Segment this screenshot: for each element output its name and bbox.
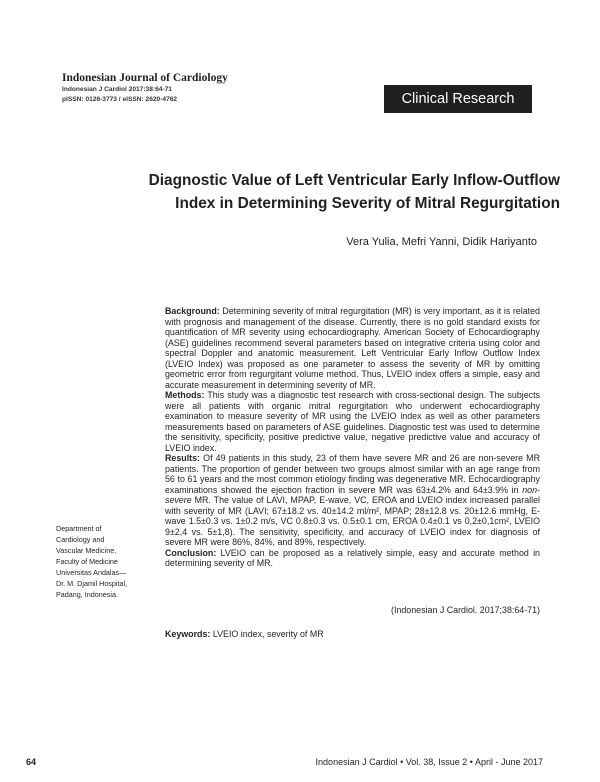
author-list: Vera Yulia, Mefri Yanni, Didik Hariyanto — [346, 236, 537, 248]
results-text: Of 49 patients in this study, 23 of them have severe MR and 26 are non-severe MR patients. The proportion of gender between two groups almost similar with an age range from 56 to 61 years and the most common etiology finding was degenerative MR. Echocardiography examinations showed the ejection fraction in severe MR was 63±4.2% and 64±3.9% in — [165, 453, 540, 495]
abstract — [165, 306, 540, 569]
methods-text: This study was a diagnostic test research with cross-sectional design. The subjects were all patients with organic mitral regurgitation who underwent echocardiography examination to measure severity of MR using the LVEIO index as well as other parameters measurements based on parameters of ASE guidelines. Diagnostic test was used to determine the sensitivity, specificity, positive predictive value, negative predictive value and accuracy of LVEIO index. — [165, 390, 540, 453]
journal-name: Indonesian Journal of Cardiology — [62, 72, 228, 84]
article-title — [40, 169, 560, 215]
keywords-label: Keywords: — [165, 629, 211, 639]
footer-journal-info: Indonesian J Cardiol • Vol. 38, Issue 2 • April - June 2017 — [315, 757, 543, 767]
affiliation-line: Department of — [56, 524, 102, 533]
affiliation-line: Dr. M. Djamil Hospital, — [56, 579, 128, 588]
affiliation-line: Faculty of Medicine — [56, 557, 118, 566]
citation: (Indonesian J Cardiol. 2017;38:64-71) — [391, 605, 540, 615]
keywords — [165, 629, 540, 640]
affiliation-line: Padang, Indonesia. — [56, 590, 118, 599]
conclusion-text: LVEIO can be proposed as a relatively simple, easy and accurate method in determining severity of MR. — [165, 547, 540, 568]
article-title-line-2: Index in Determining Severity of Mitral Regurgitation — [175, 195, 560, 212]
journal-citation: Indonesian J Cardiol 2017:38:64-71 — [62, 86, 172, 93]
affiliation-line: Vascular Medicine, — [56, 546, 117, 555]
article-title-line-1: Diagnostic Value of Left Ventricular Early Inflow-Outflow — [148, 172, 560, 189]
affiliation-line: Cardiology and — [56, 535, 105, 544]
abstract-conclusion — [165, 548, 540, 569]
background-text: Determining severity of mitral regurgitation (MR) is very important, as it is related with prognosis and management of the disease. Currently, there is no gold standard exists for quantification of MR severity using echocardiography. American Society of Echocardiography (ASE) guidelines recommend several parameters based on integrative criteria using color and spectral Doppler and anatomic measurement. Left Ventricular Early Inflow Outflow Index (LVEIO Index) was proposed as one parameter to assess the severity of MR by omitting geometric error from regurgitant volume method. Thus, LVEIO index offers a simple, easy and accurate measurement in determining severity of MR. — [165, 306, 540, 390]
abstract-methods — [165, 390, 540, 453]
results-text-continued: MR. The value of LAVI, MPAP, E-wave, VC, EROA and LVEIO index increased parallel with severity of MR (LAVI; 67±18.2 vs. 40±14.2 ml/m², MPAP; 28±12.8 vs. 20±12.6 mmHg, E-wave 1.5±0.3 vs. 1±0.2 m/s, VC 0.8±0.3 vs. 0.5±0.1 cm, EROA 0.4±0.1 vs 0,2±0,1cm², LVEIO 9±2,4 vs. 5±1,8). The sensitivity, specificity, and accuracy of LVEIO index for diagnosis of severe MR were 86%, 84%, and 89%, respectively. — [165, 495, 540, 547]
keywords-text: LVEIO index, severity of MR — [210, 629, 324, 639]
journal-issn: pISSN: 0126-3773 / eISSN: 2620-4762 — [62, 96, 178, 103]
results-emphasis: non-severe — [165, 484, 540, 505]
background-label: Background: — [165, 306, 220, 316]
methods-label: Methods: — [165, 390, 205, 400]
section-label: Clinical Research — [384, 85, 532, 113]
affiliation-line: Universitas Andalas— — [56, 568, 127, 577]
page-number: 64 — [26, 757, 37, 767]
conclusion-label: Conclusion: — [165, 547, 217, 558]
journal-masthead — [62, 72, 228, 105]
author-affiliation — [56, 523, 152, 600]
results-label: Results: — [165, 453, 201, 463]
abstract-background — [165, 306, 540, 390]
abstract-results — [165, 453, 540, 548]
